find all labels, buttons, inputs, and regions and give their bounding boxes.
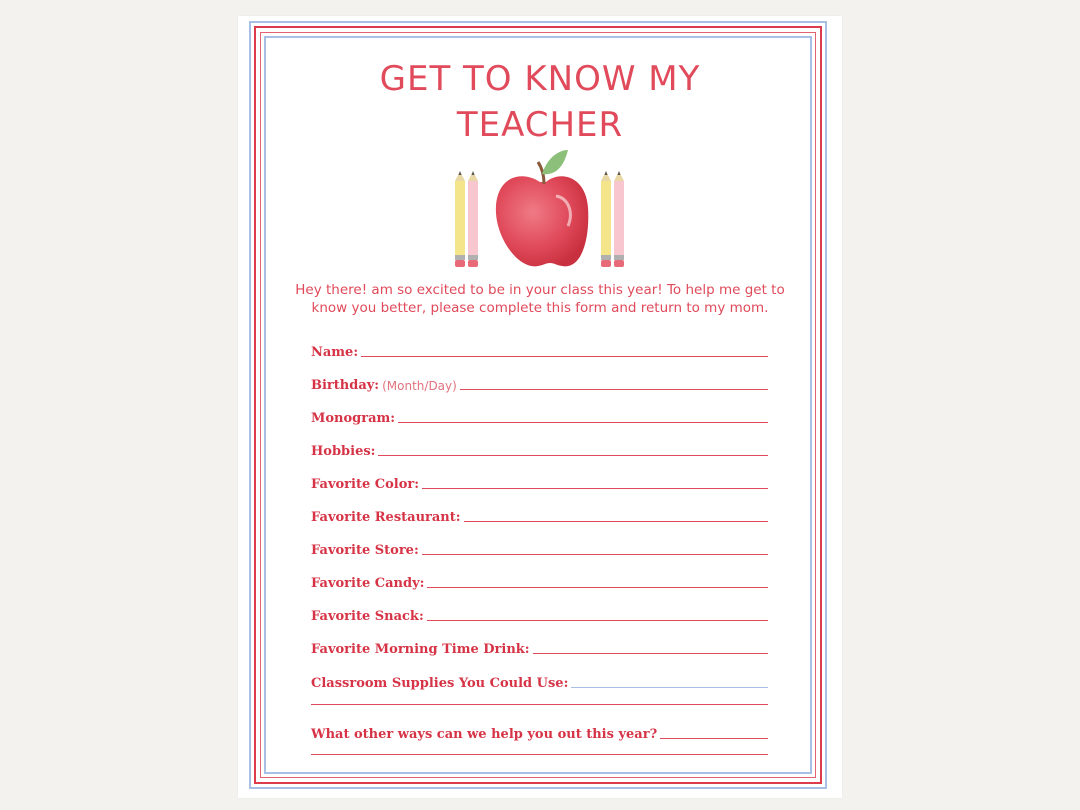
field-label: Favorite Color:	[311, 477, 420, 492]
pencil-pair-right-icon	[601, 171, 624, 267]
answer-line-extra[interactable]	[311, 704, 768, 705]
field-favorite-morning-drink	[311, 635, 768, 657]
field-monogram	[311, 404, 768, 426]
page-title-line-2: TEACHER	[456, 105, 624, 145]
field-label: Favorite Candy:	[311, 576, 425, 591]
field-favorite-store	[311, 536, 768, 558]
answer-line[interactable]	[378, 454, 768, 456]
answer-line[interactable]	[427, 586, 768, 588]
field-label: Birthday:	[311, 378, 380, 393]
field-label: Favorite Morning Time Drink:	[311, 642, 530, 657]
answer-line[interactable]	[533, 652, 768, 654]
field-favorite-restaurant	[311, 503, 768, 525]
field-label: Hobbies:	[311, 444, 376, 459]
field-favorite-snack	[311, 602, 768, 624]
field-label: Classroom Supplies You Could Use:	[311, 676, 569, 691]
page-title-line-1: GET TO KNOW MY	[379, 59, 701, 99]
field-label: What other ways can we help you out this year?	[311, 727, 658, 742]
answer-line[interactable]	[660, 737, 768, 739]
field-label: Monogram:	[311, 411, 396, 426]
answer-line[interactable]	[422, 487, 768, 489]
answer-line-extra[interactable]	[311, 754, 768, 755]
apple-icon	[496, 150, 588, 266]
field-hint: (Month/Day)	[382, 379, 457, 393]
field-birthday	[311, 371, 768, 393]
field-other-ways	[311, 720, 768, 742]
answer-line[interactable]	[422, 553, 768, 555]
answer-line[interactable]	[571, 686, 768, 688]
field-label: Name:	[311, 345, 359, 360]
field-favorite-color	[311, 470, 768, 492]
field-name	[311, 338, 768, 360]
pencil-pair-left-icon	[455, 171, 478, 267]
field-classroom-supplies	[311, 669, 768, 691]
answer-line[interactable]	[464, 520, 768, 522]
field-label: Favorite Snack:	[311, 609, 424, 624]
answer-line[interactable]	[361, 355, 768, 357]
intro-text: Hey there! am so excited to be in your class this year! To help me get to know you better, please complete this form and return to my mom.	[295, 282, 785, 316]
worksheet-page	[238, 16, 842, 798]
illustration	[238, 16, 842, 276]
field-label: Favorite Store:	[311, 543, 419, 558]
answer-line[interactable]	[460, 388, 768, 390]
field-label: Favorite Restaurant:	[311, 510, 461, 525]
answer-line[interactable]	[398, 421, 768, 423]
answer-line[interactable]	[427, 619, 768, 621]
field-favorite-candy	[311, 569, 768, 591]
field-hobbies	[311, 437, 768, 459]
